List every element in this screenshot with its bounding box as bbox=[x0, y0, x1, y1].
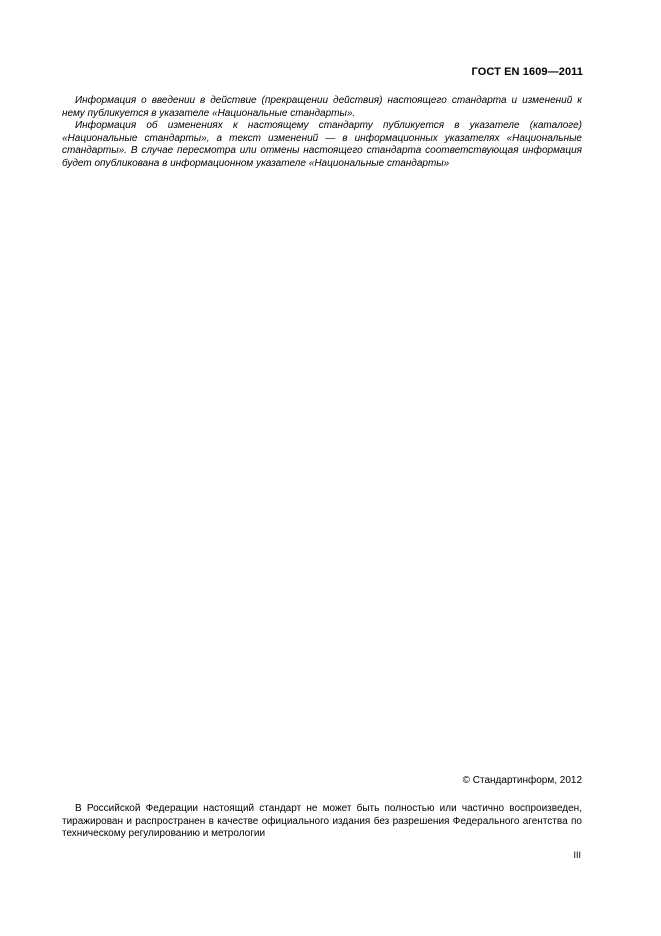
publication-notice bbox=[62, 95, 582, 170]
page-number: III bbox=[573, 850, 581, 860]
notice-paragraph-effective-date: Информация о введении в действие (прекращении действия) настоящего стандарта и изменений к нему публикуется в указателе «Национальные стандарты». bbox=[62, 95, 582, 119]
notice-paragraph-amendments: Информация об изменениях к настоящему стандарту публикуется в указателе (каталоге) «Национальные стандарты», а текст изменений — в информационных указателях «Национальные стандарты». В случае пересмотра или отмены настоящего стандарта соответствующая информация будет опубликована в информационном указателе «Национальные стандарты» bbox=[62, 120, 582, 169]
copyright-line: © Стандартинформ, 2012 bbox=[462, 775, 582, 786]
reproduction-notice bbox=[62, 803, 582, 841]
reproduction-notice-text: В Российской Федерации настоящий стандарт не может быть полностью или частично воспроизведен, тиражирован и распространен в качестве официального издания без разрешения Федерального агентства по техническому регулированию и метрологии bbox=[62, 803, 582, 839]
standard-code-header: ГОСТ EN 1609—2011 bbox=[471, 66, 583, 78]
